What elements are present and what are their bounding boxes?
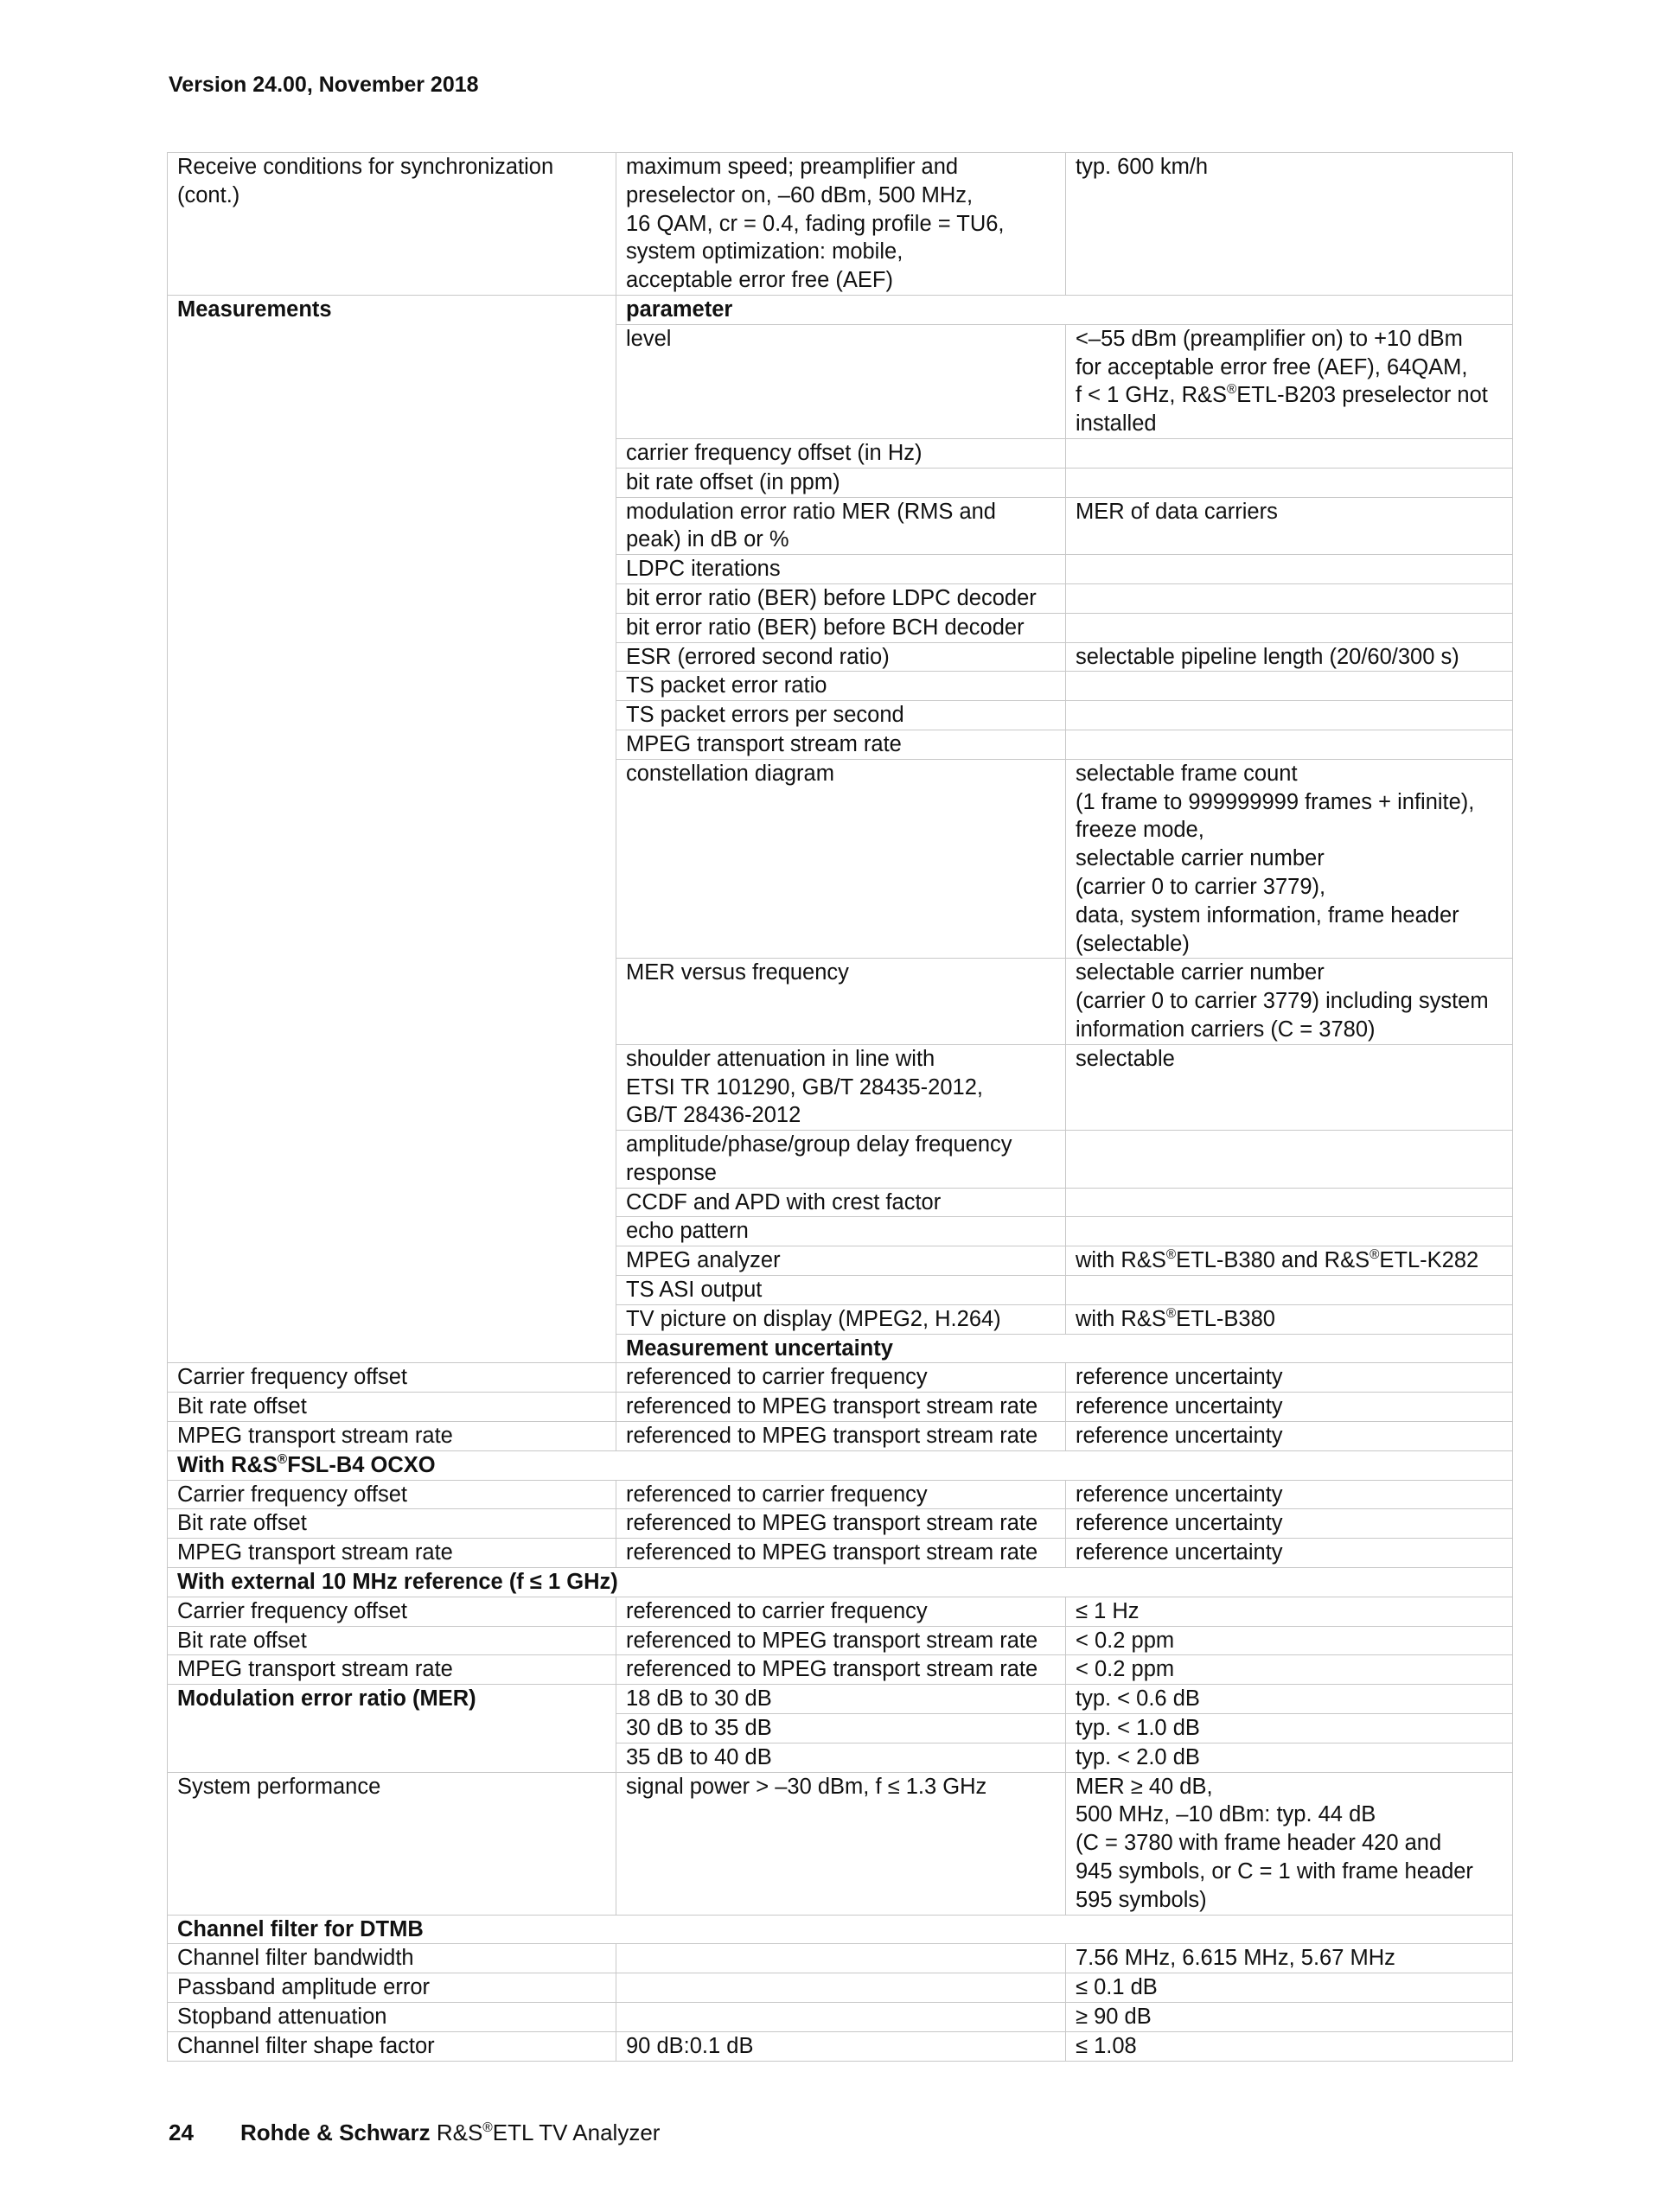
- spec-value-cell: typ. 600 km/h: [1066, 153, 1513, 296]
- spec-value-cell: [1066, 555, 1513, 584]
- spec-name-cell: Receive conditions for synchronization (cont.): [168, 153, 616, 296]
- table-row: [168, 1944, 1513, 1973]
- spec-condition-cell: referenced to MPEG transport stream rate: [616, 1626, 1066, 1655]
- spec-condition-cell: maximum speed; preamplifier and preselector on, –60 dBm, 500 MHz, 16 QAM, cr = 0.4, fading profile = TU6, system optimization: mobile, acceptable error free (AEF): [616, 153, 1066, 296]
- table-row: [168, 1626, 1513, 1655]
- table-row: [168, 1772, 1513, 1915]
- spec-value-cell: typ. < 1.0 dB: [1066, 1714, 1513, 1743]
- table-row: [168, 1480, 1513, 1509]
- spec-value-cell: [1066, 701, 1513, 730]
- spec-value-cell: [1066, 468, 1513, 497]
- spec-condition-cell: referenced to carrier frequency: [616, 1480, 1066, 1509]
- spec-value-cell: reference uncertainty: [1066, 1509, 1513, 1539]
- page-number: 24: [169, 2120, 194, 2145]
- table-row: [168, 1393, 1513, 1422]
- table-row: [168, 153, 1513, 296]
- footer-product: ETL TV Analyzer: [492, 2120, 661, 2145]
- spec-value-cell: selectable pipeline length (20/60/300 s): [1066, 642, 1513, 672]
- spec-condition-cell: 30 dB to 35 dB: [616, 1714, 1066, 1743]
- table-row: [168, 1973, 1513, 2003]
- spec-value-cell: ≤ 1.08: [1066, 2031, 1513, 2061]
- spec-condition-cell: MER versus frequency: [616, 959, 1066, 1044]
- spec-condition-cell: TV picture on display (MPEG2, H.264): [616, 1304, 1066, 1334]
- spec-condition-cell: level: [616, 324, 1066, 438]
- table-row: [168, 1422, 1513, 1451]
- spec-condition-cell: signal power > –30 dBm, f ≤ 1.3 GHz: [616, 1772, 1066, 1915]
- spec-condition-cell: referenced to MPEG transport stream rate: [616, 1422, 1066, 1451]
- cell-text: ETL-B203 preselector not installed: [1076, 383, 1488, 437]
- cell-text: ETL-B380 and R&S: [1176, 1248, 1370, 1273]
- registered-mark: ®: [482, 2120, 493, 2135]
- spec-value-cell: [1066, 613, 1513, 642]
- table-row: [168, 1539, 1513, 1568]
- spec-value-cell: reference uncertainty: [1066, 1480, 1513, 1509]
- spec-condition-cell: LDPC iterations: [616, 555, 1066, 584]
- spec-name-cell: Carrier frequency offset: [168, 1480, 616, 1509]
- spec-condition-cell: 18 dB to 30 dB: [616, 1685, 1066, 1714]
- spec-condition-cell: modulation error ratio MER (RMS and peak) in dB or %: [616, 497, 1066, 555]
- spec-value-cell: [1066, 730, 1513, 759]
- spec-value-cell: [1066, 1276, 1513, 1305]
- footer-brand: Rohde & Schwarz: [240, 2120, 431, 2145]
- specification-table: [167, 152, 1513, 2062]
- section-heading: With external 10 MHz reference (f ≤ 1 GHz): [168, 1568, 1513, 1597]
- spec-name-cell: MPEG transport stream rate: [168, 1422, 616, 1451]
- spec-condition-cell: 35 dB to 40 dB: [616, 1743, 1066, 1772]
- registered-mark: ®: [1227, 382, 1237, 398]
- spec-condition-cell: TS ASI output: [616, 1276, 1066, 1305]
- spec-value-cell: [1066, 1217, 1513, 1246]
- spec-condition-cell: CCDF and APD with crest factor: [616, 1188, 1066, 1217]
- table-row: [168, 1509, 1513, 1539]
- spec-condition-cell: constellation diagram: [616, 759, 1066, 959]
- spec-name-cell: Modulation error ratio (MER): [168, 1685, 616, 1772]
- table-row: [168, 2003, 1513, 2032]
- spec-name-cell: Carrier frequency offset: [168, 1363, 616, 1393]
- spec-condition-cell: 90 dB:0.1 dB: [616, 2031, 1066, 2061]
- spec-value-cell: ≤ 0.1 dB: [1066, 1973, 1513, 2003]
- spec-condition-cell: shoulder attenuation in line with ETSI TR 101290, GB/T 28435-2012, GB/T 28436-2012: [616, 1044, 1066, 1130]
- spec-condition-cell: echo pattern: [616, 1217, 1066, 1246]
- spec-value-cell: [1066, 324, 1513, 438]
- spec-condition-cell: [616, 2003, 1066, 2032]
- spec-value-cell: [1066, 583, 1513, 613]
- cell-text: FSL-B4 OCXO: [287, 1452, 436, 1477]
- section-heading: Channel filter for DTMB: [168, 1915, 1513, 1944]
- spec-condition-cell: referenced to MPEG transport stream rate: [616, 1393, 1066, 1422]
- spec-name-cell: MPEG transport stream rate: [168, 1539, 616, 1568]
- spec-value-cell: typ. < 2.0 dB: [1066, 1743, 1513, 1772]
- spec-value-cell: selectable frame count (1 frame to 999999999 frames + infinite), freeze mode, selectable carrier number (carrier 0 to carrier 3779), data, system information, frame header (selectable): [1066, 759, 1513, 959]
- spec-value-cell: [1066, 1131, 1513, 1189]
- spec-value-cell: ≥ 90 dB: [1066, 2003, 1513, 2032]
- spec-condition-cell: referenced to MPEG transport stream rate: [616, 1539, 1066, 1568]
- spec-value-cell: typ. < 0.6 dB: [1066, 1685, 1513, 1714]
- spec-condition-cell: bit error ratio (BER) before LDPC decoder: [616, 583, 1066, 613]
- spec-condition-cell: [616, 1973, 1066, 2003]
- cell-text: ETL-K282: [1379, 1248, 1479, 1273]
- registered-mark: ®: [1165, 1305, 1177, 1321]
- spec-condition-cell: parameter: [616, 295, 1513, 324]
- section-heading: [168, 1450, 1513, 1480]
- spec-value-cell: < 0.2 ppm: [1066, 1626, 1513, 1655]
- spec-name-cell: Bit rate offset: [168, 1509, 616, 1539]
- spec-name-cell: MPEG transport stream rate: [168, 1655, 616, 1685]
- spec-value-cell: [1066, 438, 1513, 468]
- table-row: [168, 295, 1513, 324]
- table-row: [168, 1915, 1513, 1944]
- cell-text: with R&S: [1076, 1248, 1166, 1273]
- spec-condition-cell: referenced to carrier frequency: [616, 1363, 1066, 1393]
- cell-text: ETL-B380: [1176, 1306, 1275, 1331]
- registered-mark: ®: [1165, 1247, 1177, 1263]
- spec-condition-cell: ESR (errored second ratio): [616, 642, 1066, 672]
- spec-name-cell: Bit rate offset: [168, 1393, 616, 1422]
- spec-name-cell: System performance: [168, 1772, 616, 1915]
- table-row: [168, 1597, 1513, 1626]
- spec-value-cell: selectable carrier number (carrier 0 to carrier 3779) including system information carriers (C = 3780): [1066, 959, 1513, 1044]
- spec-value-cell: < 0.2 ppm: [1066, 1655, 1513, 1685]
- spec-value-cell: reference uncertainty: [1066, 1363, 1513, 1393]
- spec-value-cell: [1066, 1246, 1513, 1276]
- spec-value-cell: [1066, 1188, 1513, 1217]
- table-row: [168, 2031, 1513, 2061]
- spec-value-cell: selectable: [1066, 1044, 1513, 1130]
- table-row: [168, 1655, 1513, 1685]
- page-footer: [169, 2120, 660, 2146]
- cell-text: with R&S: [1076, 1306, 1166, 1331]
- table-row: [168, 1450, 1513, 1480]
- spec-name-cell: Channel filter bandwidth: [168, 1944, 616, 1973]
- spec-name-cell: Carrier frequency offset: [168, 1597, 616, 1626]
- footer-rs: R&S: [436, 2120, 483, 2145]
- spec-value-cell: [1066, 1304, 1513, 1334]
- registered-mark: ®: [277, 1451, 288, 1467]
- spec-value-cell: [1066, 672, 1513, 701]
- spec-value-cell: MER of data carriers: [1066, 497, 1513, 555]
- spec-name-cell: Passband amplitude error: [168, 1973, 616, 2003]
- spec-value-cell: 7.56 MHz, 6.615 MHz, 5.67 MHz: [1066, 1944, 1513, 1973]
- spec-condition-cell: bit error ratio (BER) before BCH decoder: [616, 613, 1066, 642]
- spec-name-cell: Bit rate offset: [168, 1626, 616, 1655]
- spec-condition-cell: [616, 1944, 1066, 1973]
- spec-condition-cell: amplitude/phase/group delay frequency response: [616, 1131, 1066, 1189]
- table-row: [168, 1363, 1513, 1393]
- spec-condition-cell: referenced to carrier frequency: [616, 1597, 1066, 1626]
- spec-name-cell: Measurements: [168, 295, 616, 1362]
- spec-value-cell: MER ≥ 40 dB, 500 MHz, –10 dBm: typ. 44 dB (C = 3780 with frame header 420 and 945 symbols, or C = 1 with frame header 595 symbols): [1066, 1772, 1513, 1915]
- registered-mark: ®: [1370, 1247, 1380, 1263]
- page-header-version: Version 24.00, November 2018: [169, 73, 479, 97]
- spec-value-cell: reference uncertainty: [1066, 1393, 1513, 1422]
- spec-condition-cell: carrier frequency offset (in Hz): [616, 438, 1066, 468]
- spec-condition-cell: TS packet errors per second: [616, 701, 1066, 730]
- cell-text: With R&S: [177, 1452, 278, 1477]
- spec-condition-cell: MPEG transport stream rate: [616, 730, 1066, 759]
- cell-text: <–55 dBm (preamplifier on) to +10 dBm for acceptable error free (AEF), 64QAM, f < 1 GHz, R&S: [1076, 326, 1468, 408]
- spec-name-cell: Stopband attenuation: [168, 2003, 616, 2032]
- spec-value-cell: ≤ 1 Hz: [1066, 1597, 1513, 1626]
- spec-condition-cell: bit rate offset (in ppm): [616, 468, 1066, 497]
- spec-condition-cell: referenced to MPEG transport stream rate: [616, 1655, 1066, 1685]
- spec-condition-cell: referenced to MPEG transport stream rate: [616, 1509, 1066, 1539]
- spec-name-cell: Channel filter shape factor: [168, 2031, 616, 2061]
- spec-condition-cell: TS packet error ratio: [616, 672, 1066, 701]
- spec-condition-cell: MPEG analyzer: [616, 1246, 1066, 1276]
- table-row: [168, 1685, 1513, 1714]
- spec-value-cell: reference uncertainty: [1066, 1422, 1513, 1451]
- spec-value-cell: reference uncertainty: [1066, 1539, 1513, 1568]
- section-heading: Measurement uncertainty: [616, 1334, 1513, 1363]
- table-row: [168, 1568, 1513, 1597]
